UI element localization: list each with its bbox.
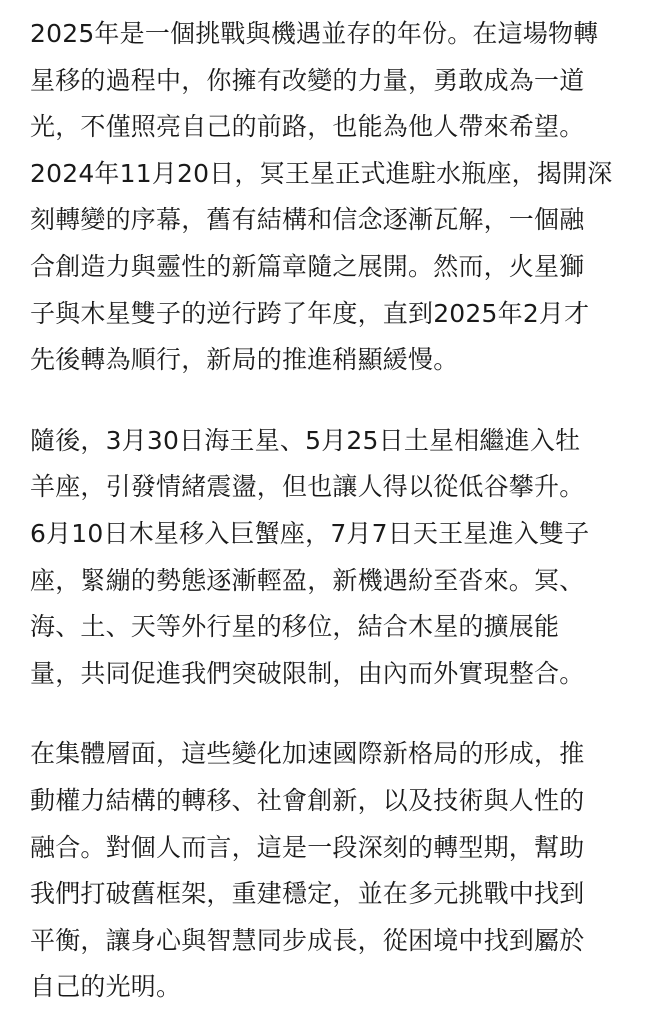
paragraph-outer-planets-2024 <box>30 11 622 384</box>
text-line: 合創造力與靈性的新篇章隨之展開。然而，火星獅 <box>30 251 585 281</box>
text-line: 我們打破舊框架，重建穩定，並在多元挑戰中找到 <box>30 879 585 909</box>
text-line: 刻轉變的序幕，舊有結構和信念逐漸瓦解，一個融 <box>30 205 585 235</box>
text-line: 在集體層面，這些變化加速國際新格局的形成，推 <box>30 739 585 769</box>
text-line: 平衡，讓身心與智慧同步成長，從困境中找到屬於 <box>30 925 585 955</box>
text-line: 6月10日木星移入巨蟹座，7月7日天王星進入雙子 <box>30 518 590 548</box>
text-line: 2024年11月20日，冥王星正式進駐水瓶座，揭開深 <box>30 158 613 188</box>
text-line: 自己的光明。 <box>30 972 182 1002</box>
text-line: 羊座，引發情緒震盪，但也讓人得以從低谷攀升。 <box>30 472 585 502</box>
text-line: 動權力結構的轉移、社會創新，以及技術與人性的 <box>30 785 585 815</box>
text-line: 融合。對個人而言，這是一段深刻的轉型期，幫助 <box>30 832 585 862</box>
text-line: 量，共同促進我們突破限制，由內而外實現整合。 <box>30 658 585 688</box>
text-line: 先後轉為順行，新局的推進稍顯緩慢。 <box>30 345 459 375</box>
text-line: 海、土、天等外行星的移位，結合木星的擴展能 <box>30 612 560 642</box>
text-line: 隨後，3月30日海王星、5月25日土星相繼進入牡 <box>30 425 581 455</box>
paragraph-collective-and-personal <box>30 731 622 1011</box>
text-line: 星移的過程中，你擁有改變的力量，勇敢成為一道 <box>30 65 585 95</box>
paragraph-planet-ingress-2025 <box>30 418 622 698</box>
text-line: 座，緊繃的勢態逐漸輕盈，新機遇紛至沓來。冥、 <box>30 565 585 595</box>
article-body <box>30 11 622 1011</box>
text-line: 子與木星雙子的逆行跨了年度，直到2025年2月才 <box>30 298 590 328</box>
text-line: 2025年是一個挑戰與機遇並存的年份。在這場物轉 <box>30 19 599 48</box>
text-line: 光，不僅照亮自己的前路，也能為他人帶來希望。 <box>30 112 585 142</box>
